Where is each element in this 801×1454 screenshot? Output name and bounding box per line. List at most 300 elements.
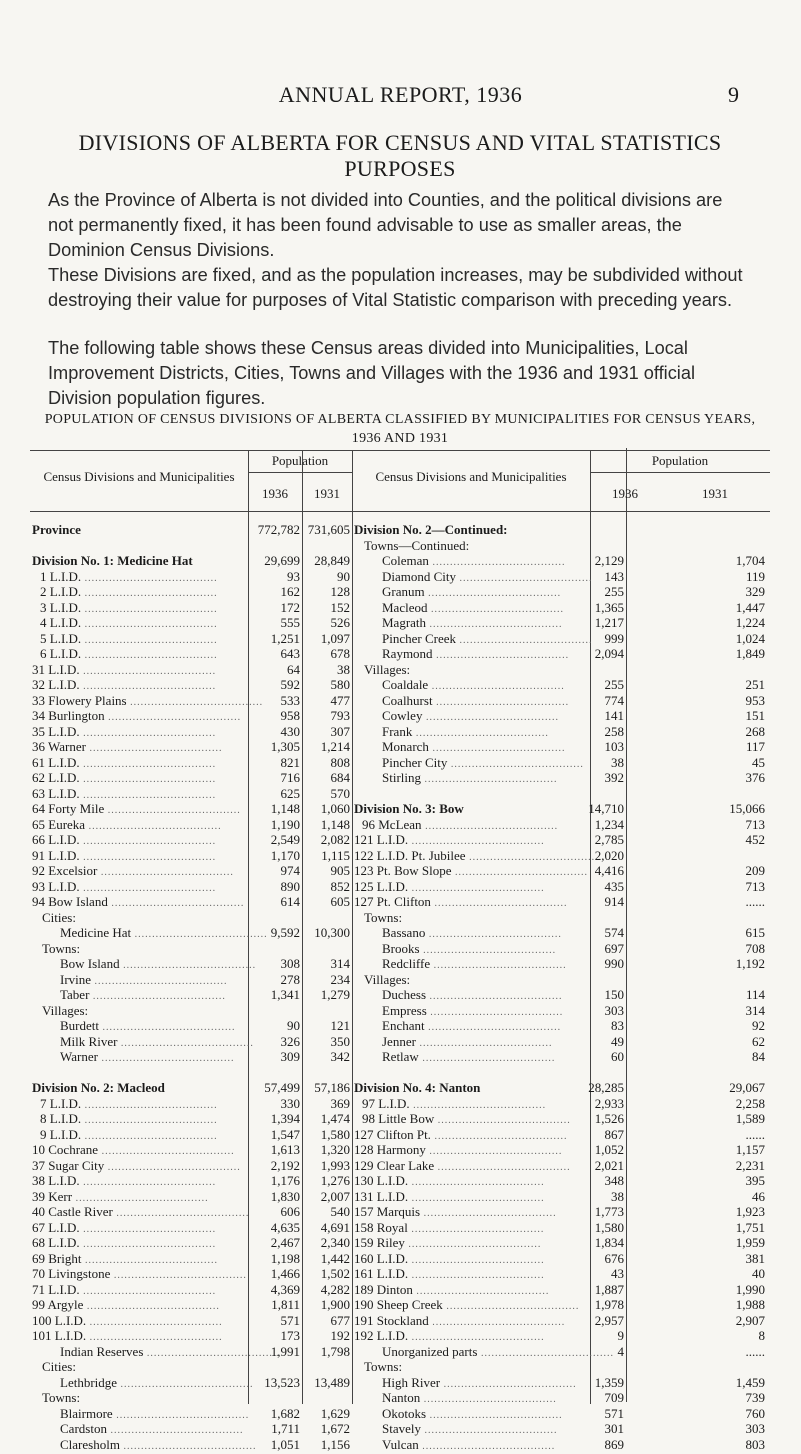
population-1936: 1,217 (564, 615, 624, 631)
table-row (30, 724, 352, 740)
row-label: High River ...................................... (382, 1375, 588, 1393)
row-label-text: Cardston (60, 1421, 107, 1436)
population-1936: 1,613 (250, 1142, 300, 1158)
population-1936: 2,094 (564, 646, 624, 662)
section-title: DIVISIONS OF ALBERTA FOR CENSUS AND VITAL STATISTICS PURPOSES (30, 130, 770, 182)
row-label: Vulcan ...................................... (382, 1437, 588, 1454)
population-1931: 307 (304, 724, 350, 740)
row-label-text: Bassano (382, 925, 425, 940)
row-label: Coalhurst ...................................... (382, 693, 588, 711)
population-1936: 303 (564, 1003, 624, 1019)
table-row (30, 1049, 352, 1065)
table-row (30, 1034, 352, 1050)
population-1936: 643 (250, 646, 300, 662)
population-1936: 571 (250, 1313, 300, 1329)
row-label-text: Duchess (382, 987, 426, 1002)
population-1931: 1,798 (304, 1344, 350, 1360)
table-row (352, 600, 770, 616)
row-label: 62 L.I.D. ...................................... (32, 770, 244, 788)
population-1931: 90 (304, 569, 350, 585)
row-label-text: Granum (382, 584, 425, 599)
row-label-text: 64 Forty Mile (32, 801, 104, 816)
population-1936: 13,523 (250, 1375, 300, 1391)
population-1936: 57,499 (250, 1080, 300, 1096)
row-label-text: 100 L.I.D. (32, 1313, 86, 1328)
population-1936: 392 (564, 770, 624, 786)
row-label-text: 98 Little Bow (362, 1111, 434, 1126)
population-1936: 28,285 (564, 1080, 624, 1096)
table-row (30, 600, 352, 616)
row-label-text: 39 Kerr (32, 1189, 72, 1204)
table-row (30, 1235, 352, 1251)
population-1936: 1,359 (564, 1375, 624, 1391)
table-row (30, 987, 352, 1003)
row-label: Indian Reserves ...................................... (60, 1344, 244, 1362)
population-1936: 571 (564, 1406, 624, 1422)
row-label-text: Brooks (382, 941, 420, 956)
population-1931: 234 (304, 972, 350, 988)
row-label-text: Milk River (60, 1034, 117, 1049)
table-row (30, 972, 352, 988)
table-row (30, 662, 352, 678)
table-row (352, 553, 770, 569)
population-1936: 4 (564, 1344, 624, 1360)
population-1931: 793 (304, 708, 350, 724)
row-label-text: 10 Cochrane (32, 1142, 98, 1157)
table-row (30, 1251, 352, 1267)
row-label-text: Raymond (382, 646, 433, 661)
population-1936: 326 (250, 1034, 300, 1050)
population-1936: 1,711 (250, 1421, 300, 1437)
table-row (30, 1344, 352, 1360)
population-1931: 1,474 (304, 1111, 350, 1127)
population-1931: 329 (705, 584, 765, 600)
population-1931: 314 (705, 1003, 765, 1019)
row-label-text: Pincher City (382, 755, 447, 770)
population-1936: 2,957 (564, 1313, 624, 1329)
row-label: 189 Dinton ...................................... (354, 1282, 588, 1300)
population-1931: 1,580 (304, 1127, 350, 1143)
table-row (30, 1065, 352, 1081)
row-label-text: Towns: (42, 941, 80, 956)
population-1936: 2,192 (250, 1158, 300, 1174)
population-1931: 151 (705, 708, 765, 724)
table-row (30, 615, 352, 631)
table-row (352, 941, 770, 957)
population-1936: 1,170 (250, 848, 300, 864)
row-label (32, 553, 244, 569)
population-1931: 731,605 (304, 522, 350, 538)
population-1931: 2,907 (705, 1313, 765, 1329)
table-row (352, 1266, 770, 1282)
population-1931: 1,148 (304, 817, 350, 833)
table-row (30, 801, 352, 817)
population-1936: 141 (564, 708, 624, 724)
row-label-text: Claresholm (60, 1437, 120, 1452)
row-label: Diamond City ...................................... (382, 569, 588, 587)
row-label-text: Villages: (364, 972, 410, 987)
table-row (352, 1359, 770, 1375)
population-1931: 1,279 (304, 987, 350, 1003)
row-label-text: Nanton (382, 1390, 420, 1405)
population-1936: 1,198 (250, 1251, 300, 1267)
row-label: 190 Sheep Creek ...................................... (354, 1297, 588, 1315)
row-label-text: 99 Argyle (32, 1297, 83, 1312)
row-label-text: 122 L.I.D. Pt. Jubilee (354, 848, 466, 863)
population-1936: 1,580 (564, 1220, 624, 1236)
population-1936: 278 (250, 972, 300, 988)
population-1931: 1,115 (304, 848, 350, 864)
population-1931: 1,276 (304, 1173, 350, 1189)
row-label-text: 94 Bow Island (32, 894, 108, 909)
row-label-text: 9 L.I.D. (40, 1127, 81, 1142)
table-row (352, 801, 770, 817)
table-row (352, 910, 770, 926)
row-label: Brooks ...................................... (382, 941, 588, 959)
population-1931: ...... (705, 1344, 765, 1360)
population-1936: 1,051 (250, 1437, 300, 1453)
population-1936: 150 (564, 987, 624, 1003)
table-row (352, 848, 770, 864)
row-label-text: 65 Eureka (32, 817, 85, 832)
population-1931: 1,224 (705, 615, 765, 631)
population-1931: 114 (705, 987, 765, 1003)
row-label-text: 3 L.I.D. (40, 600, 81, 615)
table-row (352, 1096, 770, 1112)
population-1931: 57,186 (304, 1080, 350, 1096)
table-row (352, 1375, 770, 1391)
population-1936: 64 (250, 662, 300, 678)
population-1931: 1,589 (705, 1111, 765, 1127)
population-1936: 14,710 (564, 801, 624, 817)
population-1936: 38 (564, 1189, 624, 1205)
population-1936: 1,365 (564, 600, 624, 616)
row-label-text: High River (382, 1375, 440, 1390)
population-1936: 697 (564, 941, 624, 957)
row-label-text: 37 Sugar City (32, 1158, 104, 1173)
row-label-text: Towns: (364, 1359, 402, 1374)
table-row (30, 832, 352, 848)
left-column (30, 522, 352, 1452)
row-label-text: Macleod (382, 600, 427, 615)
row-label: 101 L.I.D. ...................................... (32, 1328, 244, 1346)
row-label: 127 Pt. Clifton ...................................... (354, 894, 588, 912)
table-row (30, 1127, 352, 1143)
population-1936: 772,782 (250, 522, 300, 538)
table-row (30, 553, 352, 569)
row-label: 129 Clear Lake ...................................... (354, 1158, 588, 1176)
page-header (0, 82, 801, 106)
population-1936: 143 (564, 569, 624, 585)
population-1931: 1,024 (705, 631, 765, 647)
population-1931: 678 (304, 646, 350, 662)
row-label-text: 91 L.I.D. (32, 848, 80, 863)
row-label (364, 910, 588, 926)
row-label-text: 157 Marquis (354, 1204, 420, 1219)
table-row (352, 1111, 770, 1127)
table-row (352, 662, 770, 678)
row-label-text: Cities: (42, 910, 76, 925)
population-1931: 13,489 (304, 1375, 350, 1391)
table-row (30, 677, 352, 693)
table-row (30, 1328, 352, 1344)
population-1931: 152 (304, 600, 350, 616)
row-label-text: Enchant (382, 1018, 425, 1033)
table-row (30, 1421, 352, 1437)
table-row (30, 1111, 352, 1127)
population-1936: 1,341 (250, 987, 300, 1003)
row-label: Irvine ...................................... (60, 972, 244, 990)
population-1931: 808 (304, 755, 350, 771)
population-1936: 258 (564, 724, 624, 740)
row-label: 33 Flowery Plains ...................................... (32, 693, 244, 711)
row-label: Milk River ...................................... (60, 1034, 244, 1052)
table-row (30, 1018, 352, 1034)
table-row (352, 817, 770, 833)
table-row (30, 1282, 352, 1298)
population-1931: 580 (304, 677, 350, 693)
row-label-text: 67 L.I.D. (32, 1220, 80, 1235)
population-1931: 192 (304, 1328, 350, 1344)
population-1931: 314 (304, 956, 350, 972)
row-label-text: 1 L.I.D. (40, 569, 81, 584)
row-label (42, 1390, 244, 1406)
population-1931: 251 (705, 677, 765, 693)
population-1936: 90 (250, 1018, 300, 1034)
row-label-text: 92 Excelsior (32, 863, 97, 878)
row-label-text: Stavely (382, 1421, 421, 1436)
column-header-1936: 1936 (248, 486, 302, 502)
table-row (30, 770, 352, 786)
row-label: 7 L.I.D. ...................................... (40, 1096, 244, 1114)
population-1931: 1,849 (705, 646, 765, 662)
column-header-1931: 1931 (302, 486, 352, 502)
population-1931: 38 (304, 662, 350, 678)
table-row (30, 956, 352, 972)
row-label-text: Division No. 1: Medicine Hat (32, 553, 193, 568)
table-row (352, 1142, 770, 1158)
row-label-text: 40 Castle River (32, 1204, 113, 1219)
row-label-text: 8 L.I.D. (40, 1111, 81, 1126)
population-1936: 1,834 (564, 1235, 624, 1251)
table-row (30, 1096, 352, 1112)
table-row (30, 755, 352, 771)
population-1931: 1,459 (705, 1375, 765, 1391)
row-label: Retlaw ...................................... (382, 1049, 588, 1067)
row-label: 191 Stockland ...................................... (354, 1313, 588, 1331)
row-label: 34 Burlington ...................................... (32, 708, 244, 726)
row-label: 122 L.I.D. Pt. Jubilee ...................................... (354, 848, 588, 866)
table-row (352, 1189, 770, 1205)
row-label (354, 522, 588, 538)
population-1931: 1,157 (705, 1142, 765, 1158)
population-1931: ...... (705, 1127, 765, 1143)
row-label: 160 L.I.D. ...................................... (354, 1251, 588, 1269)
row-label-text: 125 L.I.D. (354, 879, 408, 894)
row-label (354, 801, 588, 817)
population-1936: 1,991 (250, 1344, 300, 1360)
table-row (30, 863, 352, 879)
population-1931: 381 (705, 1251, 765, 1267)
population-1936: 2,933 (564, 1096, 624, 1112)
population-1936: 1,811 (250, 1297, 300, 1313)
row-label-text: 129 Clear Lake (354, 1158, 434, 1173)
population-1936: 574 (564, 925, 624, 941)
row-label: Cardston ...................................... (60, 1421, 244, 1439)
population-1936: 43 (564, 1266, 624, 1282)
population-1936: 676 (564, 1251, 624, 1267)
row-label-text: Medicine Hat (60, 925, 131, 940)
population-1931: 739 (705, 1390, 765, 1406)
population-1936: 2,020 (564, 848, 624, 864)
column-header-1931: 1931 (660, 486, 770, 502)
row-label: 127 Clifton Pt. ...................................... (354, 1127, 588, 1145)
table-row (30, 1313, 352, 1329)
population-1936: 774 (564, 693, 624, 709)
table-row (352, 584, 770, 600)
row-label: 37 Sugar City ...................................... (32, 1158, 244, 1176)
population-1936: 83 (564, 1018, 624, 1034)
population-1936: 709 (564, 1390, 624, 1406)
table-row (352, 646, 770, 662)
row-label: Nanton ...................................... (382, 1390, 588, 1408)
table-row (352, 693, 770, 709)
population-1931: 1,993 (304, 1158, 350, 1174)
row-label-text: 32 L.I.D. (32, 677, 80, 692)
row-label-text: Blairmore (60, 1406, 113, 1421)
table-row (352, 569, 770, 585)
row-label-text: 158 Royal (354, 1220, 408, 1235)
population-1931: 1,751 (705, 1220, 765, 1236)
row-label (364, 538, 588, 554)
row-label-text: Empress (382, 1003, 427, 1018)
row-label: Jenner ...................................... (382, 1034, 588, 1052)
table-row (30, 925, 352, 941)
row-label-text: 61 L.I.D. (32, 755, 80, 770)
population-1931: 1,097 (304, 631, 350, 647)
table-row (30, 739, 352, 755)
table-row (352, 1049, 770, 1065)
table-row (30, 693, 352, 709)
row-label: 161 L.I.D. ...................................... (354, 1266, 588, 1284)
row-label: Coaldale ...................................... (382, 677, 588, 695)
population-1936: 821 (250, 755, 300, 771)
table-row (352, 1235, 770, 1251)
row-label-text: 131 L.I.D. (354, 1189, 408, 1204)
table-row (352, 987, 770, 1003)
row-label-text: 6 L.I.D. (40, 646, 81, 661)
table-row (30, 538, 352, 554)
population-1936: 625 (250, 786, 300, 802)
population-1931: 452 (705, 832, 765, 848)
row-label-text: 130 L.I.D. (354, 1173, 408, 1188)
row-label: Stavely ...................................... (382, 1421, 588, 1439)
table-row (352, 1018, 770, 1034)
population-1931: 1,988 (705, 1297, 765, 1313)
table-row (30, 1142, 352, 1158)
row-label-text: Bow Island (60, 956, 120, 971)
row-label-text: Stirling (382, 770, 421, 785)
row-label-text: 7 L.I.D. (40, 1096, 81, 1111)
row-label: Pincher Creek ...................................... (382, 631, 588, 649)
row-label: 68 L.I.D. ...................................... (32, 1235, 244, 1253)
row-label: 8 L.I.D. ...................................... (40, 1111, 244, 1129)
table-row (30, 1390, 352, 1406)
population-1936: 606 (250, 1204, 300, 1220)
row-label-text: Division No. 2—Continued: (354, 522, 508, 537)
row-label: 158 Royal ...................................... (354, 1220, 588, 1238)
population-1936: 1,190 (250, 817, 300, 833)
row-label: 5 L.I.D. ...................................... (40, 631, 244, 649)
row-label: Medicine Hat ...................................... (60, 925, 244, 943)
row-label: 99 Argyle ...................................... (32, 1297, 244, 1315)
population-1936: 2,467 (250, 1235, 300, 1251)
population-1936: 592 (250, 677, 300, 693)
population-1936: 1,176 (250, 1173, 300, 1189)
population-1931: 4,691 (304, 1220, 350, 1236)
row-label-text: Villages: (364, 662, 410, 677)
table-row (30, 1220, 352, 1236)
population-1931: 570 (304, 786, 350, 802)
column-header-population: Population (590, 453, 770, 469)
population-1936: 1,682 (250, 1406, 300, 1422)
population-1931: 376 (705, 770, 765, 786)
row-label: 92 Excelsior ...................................... (32, 863, 244, 881)
population-1936: 1,251 (250, 631, 300, 647)
row-label-text: Frank (382, 724, 412, 739)
row-label-text: Burdett (60, 1018, 99, 1033)
table-row (30, 646, 352, 662)
row-label: 36 Warner ...................................... (32, 739, 244, 757)
population-1931: 2,007 (304, 1189, 350, 1205)
row-label-text: Jenner (382, 1034, 416, 1049)
table-row (30, 1080, 352, 1096)
table-row (352, 724, 770, 740)
row-label-text: 127 Pt. Clifton (354, 894, 431, 909)
population-1936: 301 (564, 1421, 624, 1437)
table-row (30, 1266, 352, 1282)
population-1931: 15,066 (705, 801, 765, 817)
row-label-text: Towns: (364, 910, 402, 925)
population-1931: 369 (304, 1096, 350, 1112)
table-row (352, 1080, 770, 1096)
row-label: Taber ...................................... (60, 987, 244, 1005)
population-1931: 605 (304, 894, 350, 910)
population-1936: 309 (250, 1049, 300, 1065)
population-1931: 62 (705, 1034, 765, 1050)
table-row (352, 615, 770, 631)
population-1931: 677 (304, 1313, 350, 1329)
table-row (352, 1297, 770, 1313)
population-1936: 103 (564, 739, 624, 755)
table-row (30, 1003, 352, 1019)
row-label: Magrath ...................................... (382, 615, 588, 633)
population-1931: 121 (304, 1018, 350, 1034)
population-1936: 435 (564, 879, 624, 895)
row-label: 98 Little Bow ...................................... (362, 1111, 588, 1129)
row-label: 123 Pt. Bow Slope ...................................... (354, 863, 588, 881)
population-1936: 2,021 (564, 1158, 624, 1174)
population-1931: 526 (304, 615, 350, 631)
population-1936: 1,773 (564, 1204, 624, 1220)
row-label-text: 93 L.I.D. (32, 879, 80, 894)
row-label-text: 127 Clifton Pt. (354, 1127, 431, 1142)
population-1936: 9 (564, 1328, 624, 1344)
row-label-text: 5 L.I.D. (40, 631, 81, 646)
population-1931: 84 (705, 1049, 765, 1065)
population-1931: 342 (304, 1049, 350, 1065)
row-label: 31 L.I.D. ...................................... (32, 662, 244, 680)
